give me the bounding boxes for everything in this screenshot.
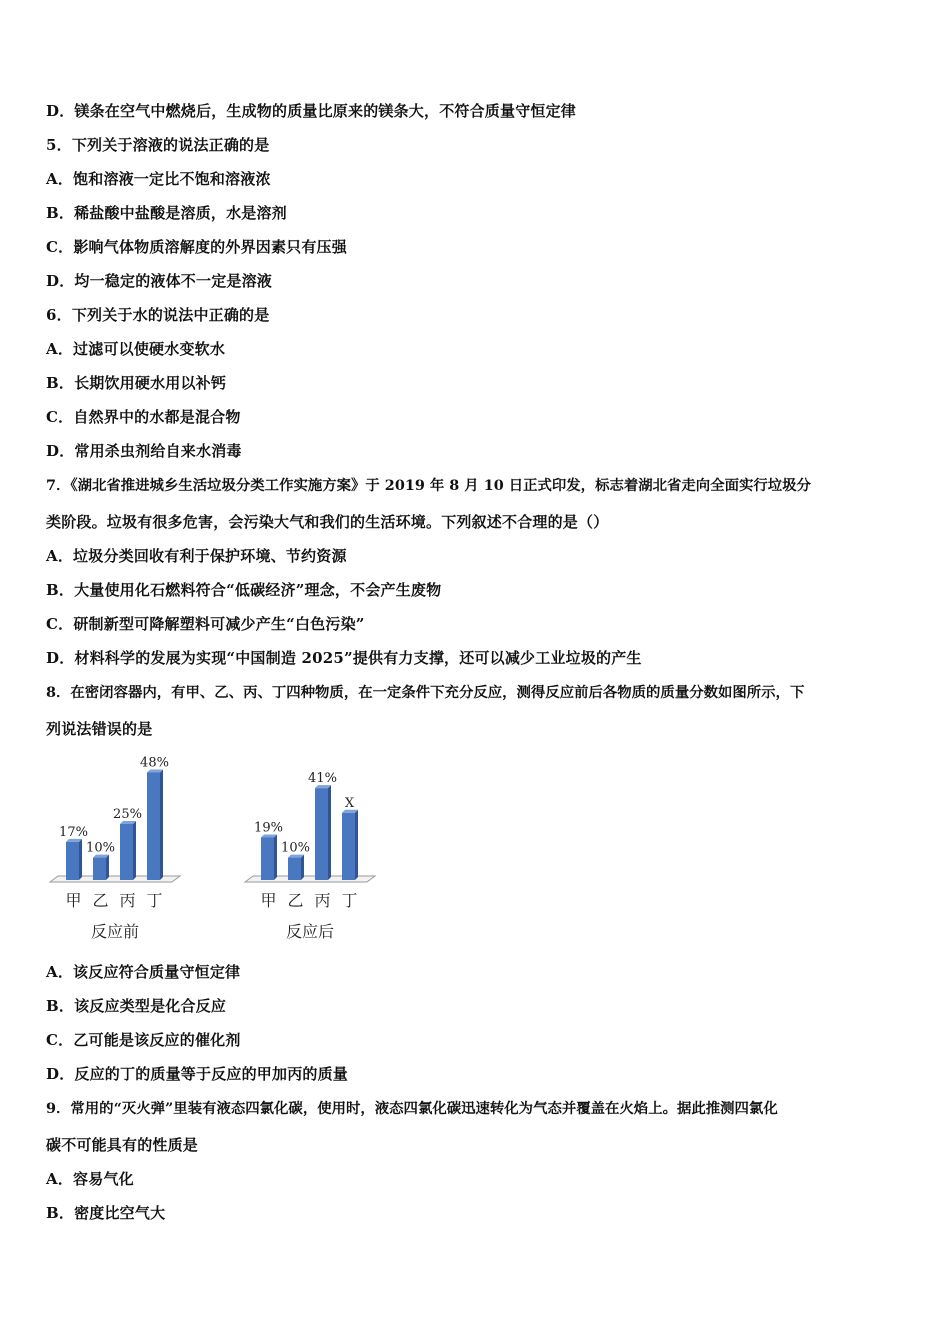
q8-stem-line1: 8．在密闭容器内，有甲、乙、丙、丁四种物质，在一定条件下充分反应，测得反应前后各物质的质量分数如图所示，下 bbox=[46, 684, 805, 701]
q8-option-b: B．该反应类型是化合反应 bbox=[46, 997, 227, 1015]
q6-stem: 6．下列关于水的说法中正确的是 bbox=[46, 306, 270, 324]
q7-option-c: C．研制新型可降解塑料可减少产生“白色污染” bbox=[46, 615, 365, 633]
category-label-丙: 丙 bbox=[119, 891, 136, 910]
q6-option-c: C．自然界中的水都是混合物 bbox=[46, 408, 241, 426]
bar-side-甲 bbox=[274, 834, 277, 880]
q7-option-d: D．材料科学的发展为实现“中国制造 2025”提供有力支撑，还可以减少工业垃圾的产生 bbox=[46, 649, 642, 667]
bar-side-乙 bbox=[301, 855, 304, 880]
q4-option-d: D．镁条在空气中燃烧后，生成物的质量比原来的镁条大，不符合质量守恒定律 bbox=[46, 102, 577, 120]
data-label-丙: 25% bbox=[113, 807, 142, 822]
bar-side-丁 bbox=[355, 810, 358, 880]
category-label-乙: 乙 bbox=[92, 891, 109, 910]
q9-option-a: A．容易气化 bbox=[46, 1170, 134, 1188]
chart-after bbox=[245, 771, 375, 941]
bar-side-甲 bbox=[79, 839, 82, 880]
bar-side-丁 bbox=[160, 769, 163, 880]
q6-option-d: D．常用杀虫剂给自来水消毒 bbox=[46, 442, 242, 460]
bar-side-丙 bbox=[328, 785, 331, 880]
data-label-丙: 41% bbox=[308, 771, 337, 787]
q7-option-b: B．大量使用化石燃料符合“低碳经济”理念，不会产生废物 bbox=[46, 581, 442, 599]
q8-figure bbox=[40, 752, 400, 952]
chart-caption: 反应后 bbox=[285, 922, 335, 941]
q8-option-c: C．乙可能是该反应的催化剂 bbox=[46, 1031, 241, 1049]
chart-before bbox=[50, 755, 180, 941]
q9-stem-line1: 9．常用的“灭火弹”里装有液态四氯化碳，使用时，液态四氯化碳迅速转化为气态并覆盖在火焰上。据此推测四氯化 bbox=[46, 1100, 778, 1117]
data-label-丁: 48% bbox=[140, 755, 169, 771]
q8-option-d: D．反应的丁的质量等于反应的甲加丙的质量 bbox=[46, 1065, 349, 1083]
chart-caption: 反应前 bbox=[90, 922, 140, 941]
q7-stem-line1: 7．《湖北省推进城乡生活垃圾分类工作实施方案》于 2019 年 8 月 10 日正式印发，标志着湖北省走向全面实行垃圾分 bbox=[46, 477, 811, 494]
q8-charts-svg bbox=[40, 752, 400, 952]
q9-stem-line2: 碳不可能具有的性质是 bbox=[46, 1136, 199, 1154]
bar-甲 bbox=[66, 842, 79, 880]
bar-丙 bbox=[120, 824, 133, 880]
category-label-甲: 甲 bbox=[65, 891, 82, 910]
bar-乙 bbox=[93, 858, 106, 880]
bar-乙 bbox=[288, 858, 301, 880]
q5-option-c: C．影响气体物质溶解度的外界因素只有压强 bbox=[46, 238, 347, 256]
bar-甲 bbox=[261, 837, 274, 880]
q9-option-b: B．密度比空气大 bbox=[46, 1204, 166, 1222]
q7-stem-line2: 类阶段。垃圾有很多危害，会污染大气和我们的生活环境。下列叙述不合理的是（） bbox=[46, 513, 609, 531]
q5-option-b: B．稀盐酸中盐酸是溶质，水是溶剂 bbox=[46, 204, 287, 222]
bar-丁 bbox=[147, 772, 160, 880]
data-label-丁: X bbox=[344, 795, 355, 811]
data-label-甲: 17% bbox=[59, 824, 88, 840]
q8-option-a: A．该反应符合质量守恒定律 bbox=[46, 963, 241, 981]
q5-option-d: D．均一稳定的液体不一定是溶液 bbox=[46, 272, 273, 290]
data-label-乙: 10% bbox=[281, 840, 310, 856]
q6-option-a: A．过滤可以使硬水变软水 bbox=[46, 340, 226, 358]
category-label-丙: 丙 bbox=[314, 891, 331, 910]
q7-option-a: A．垃圾分类回收有利于保护环境、节约资源 bbox=[46, 547, 347, 565]
data-label-甲: 19% bbox=[254, 820, 283, 836]
q5-option-a: A．饱和溶液一定比不饱和溶液浓 bbox=[46, 170, 271, 188]
bar-丁 bbox=[342, 813, 355, 880]
q5-stem: 5．下列关于溶液的说法正确的是 bbox=[46, 136, 270, 154]
data-label-乙: 10% bbox=[86, 840, 115, 856]
q6-option-b: B．长期饮用硬水用以补钙 bbox=[46, 374, 227, 392]
bar-side-丙 bbox=[133, 821, 136, 880]
q8-stem-line2: 列说法错误的是 bbox=[46, 720, 153, 738]
category-label-乙: 乙 bbox=[287, 891, 304, 910]
category-label-甲: 甲 bbox=[260, 891, 277, 910]
category-label-丁: 丁 bbox=[341, 891, 358, 910]
bar-丙 bbox=[315, 788, 328, 880]
category-label-丁: 丁 bbox=[146, 891, 163, 910]
bar-side-乙 bbox=[106, 855, 109, 880]
